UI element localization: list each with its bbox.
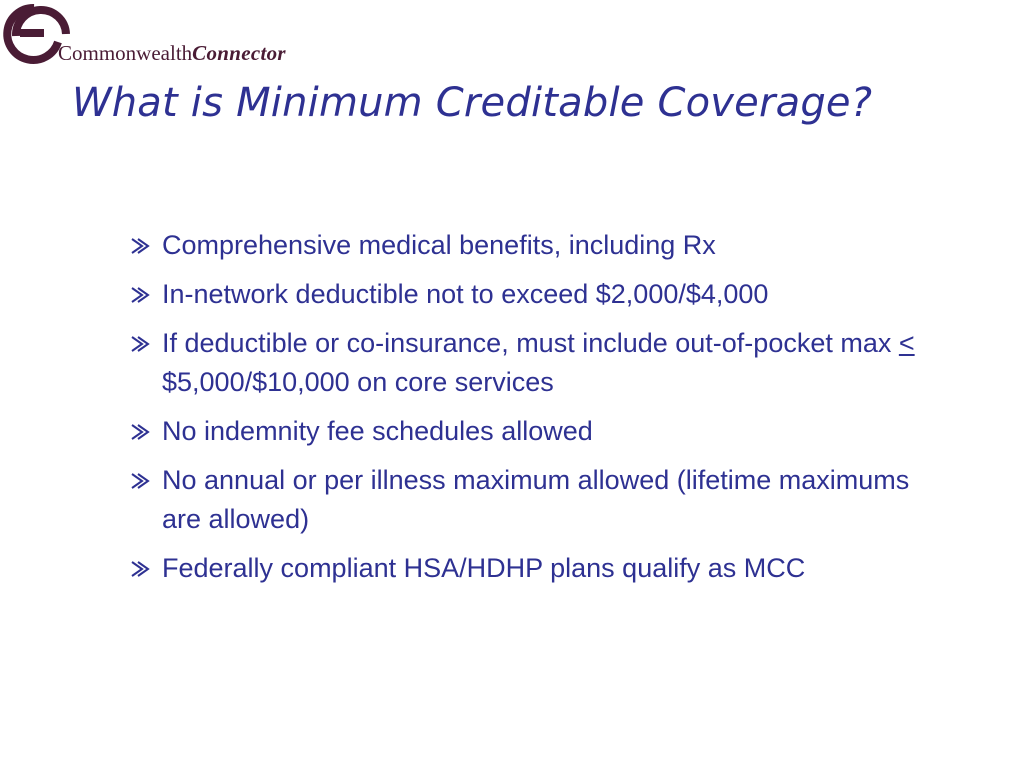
bullet-item (130, 324, 950, 402)
bullet-text: If deductible or co-insurance, must include out-of-pocket max (162, 328, 899, 358)
bullet-item (130, 412, 950, 451)
bullet-item (130, 226, 950, 265)
bullet-item (130, 275, 950, 314)
arrow-bullet-icon (130, 335, 150, 353)
arrow-bullet-icon (130, 237, 150, 255)
arrow-bullet-icon (130, 286, 150, 304)
brand-name-bold: Connector (192, 41, 286, 65)
commonwealth-connector-logo (0, 0, 380, 70)
less-equal-symbol: < (898, 328, 915, 358)
bullet-item (130, 461, 950, 539)
brand-name-plain: Commonwealth (58, 41, 193, 65)
bullet-text: In-network deductible not to exceed $2,000/$4,000 (162, 279, 769, 309)
bullet-item (130, 549, 950, 588)
slide-title: What is Minimum Creditable Coverage? (72, 80, 873, 126)
bullet-text: No annual or per illness maximum allowed (lifetime maximums are allowed) (162, 465, 910, 534)
bullet-text: Comprehensive medical benefits, including Rx (162, 230, 716, 260)
arrow-bullet-icon (130, 560, 150, 578)
bullet-text: $5,000/$10,000 on core services (162, 367, 554, 397)
brand-wordmark (58, 43, 286, 64)
bullet-text: Federally compliant HSA/HDHP plans qualify as MCC (162, 553, 806, 583)
bullet-text: No indemnity fee schedules allowed (162, 416, 593, 446)
arrow-bullet-icon (130, 423, 150, 441)
arrow-bullet-icon (130, 472, 150, 490)
bullet-list (130, 226, 950, 598)
